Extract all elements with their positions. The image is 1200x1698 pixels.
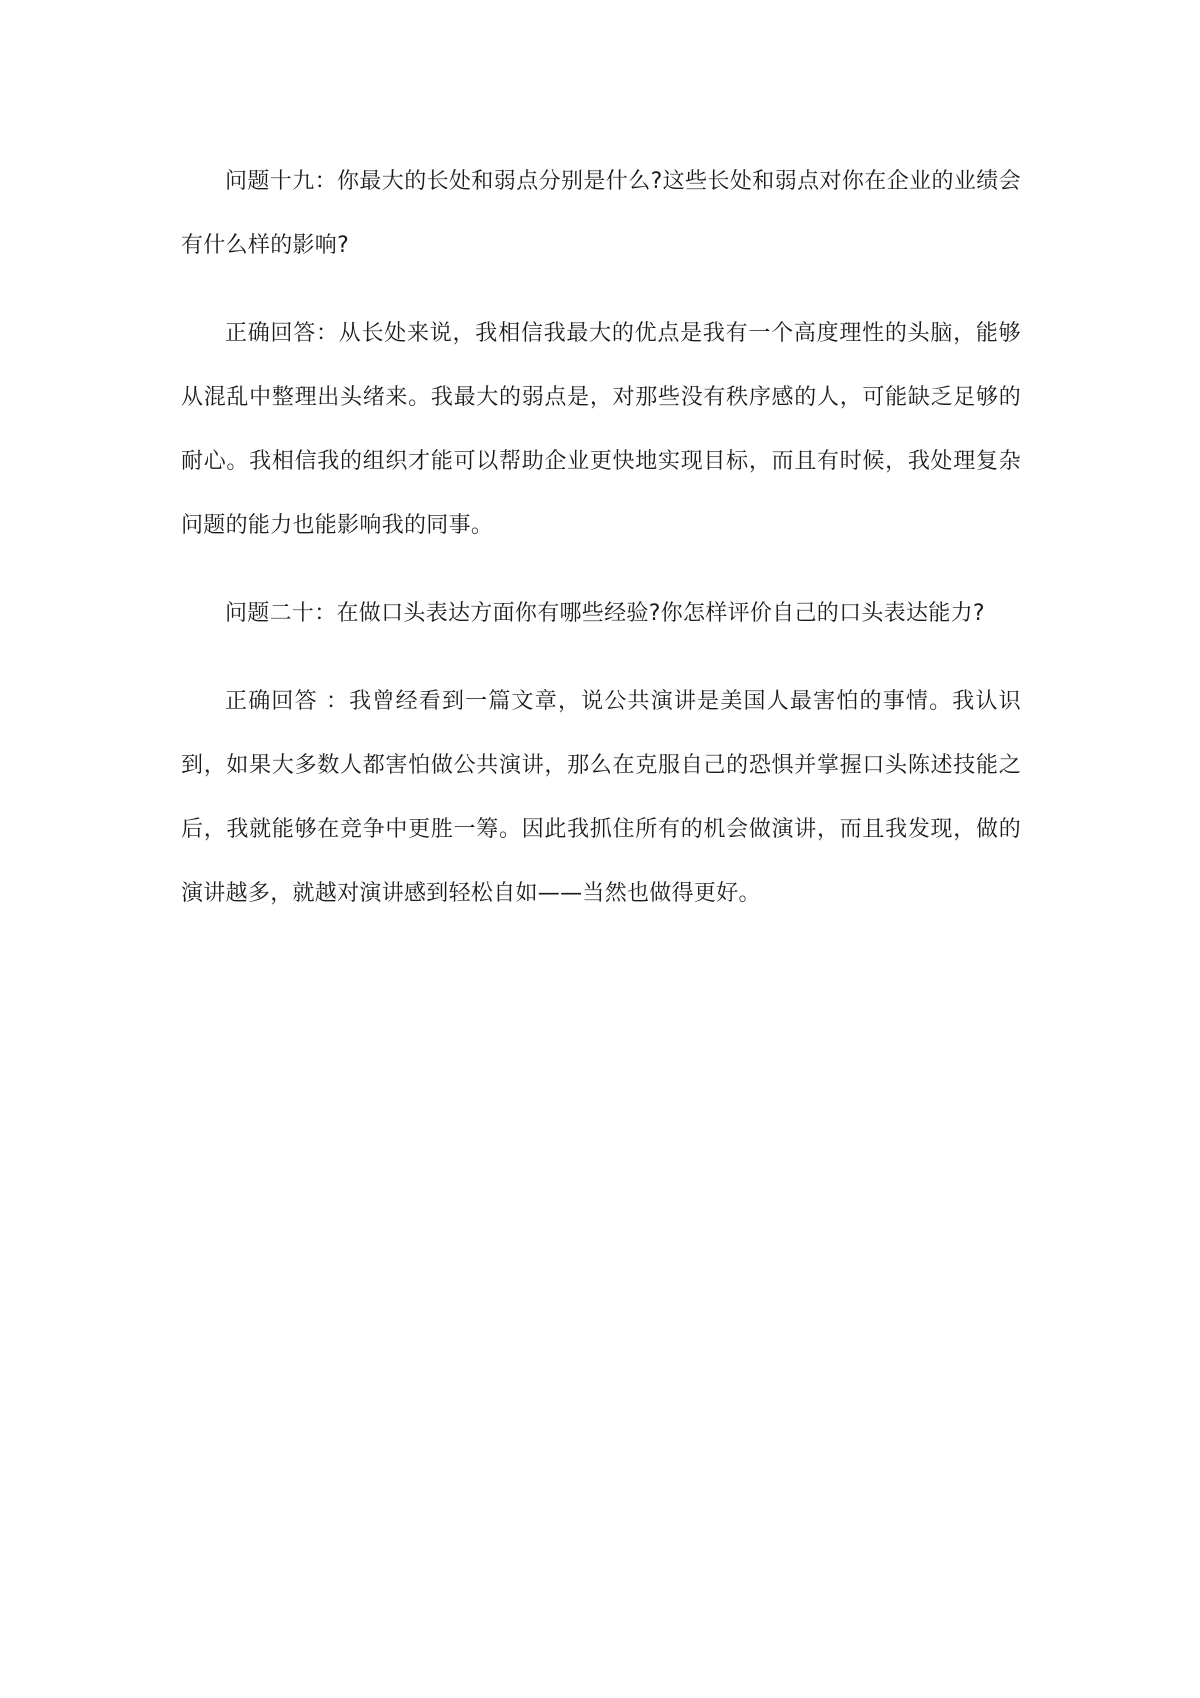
answer-20: 正确回答 ：我曾经看到一篇文章，说公共演讲是美国人最害怕的事情。我认识到，如果大多数人都害怕做公共演讲，那么在克服自己的恐惧并掌握口头陈述技能之后，我就能够在竞争中更胜一筹。因此我抓住所有的机会做演讲，而且我发现，做的演讲越多，就越对演讲感到轻松自如——当然也做得更好。 — [181, 689, 1021, 906]
answer-19: 正确回答：从长处来说，我相信我最大的优点是我有一个高度理性的头脑，能够从混乱中整理出头绪来。我最大的弱点是，对那些没有秩序感的人，可能缺乏足够的耐心。我相信我的组织才能可以帮助企业更快地实现目标，而且有时候，我处理复杂问题的能力也能影响我的同事。 — [181, 321, 1021, 538]
question-20: 问题二十：在做口头表达方面你有哪些经验?你怎样评价自己的口头表达能力? — [225, 601, 985, 626]
document-body — [181, 150, 1021, 926]
question-19: 问题十九：你最大的长处和弱点分别是什么?这些长处和弱点对你在企业的业绩会有什么样的影响? — [181, 169, 1021, 258]
